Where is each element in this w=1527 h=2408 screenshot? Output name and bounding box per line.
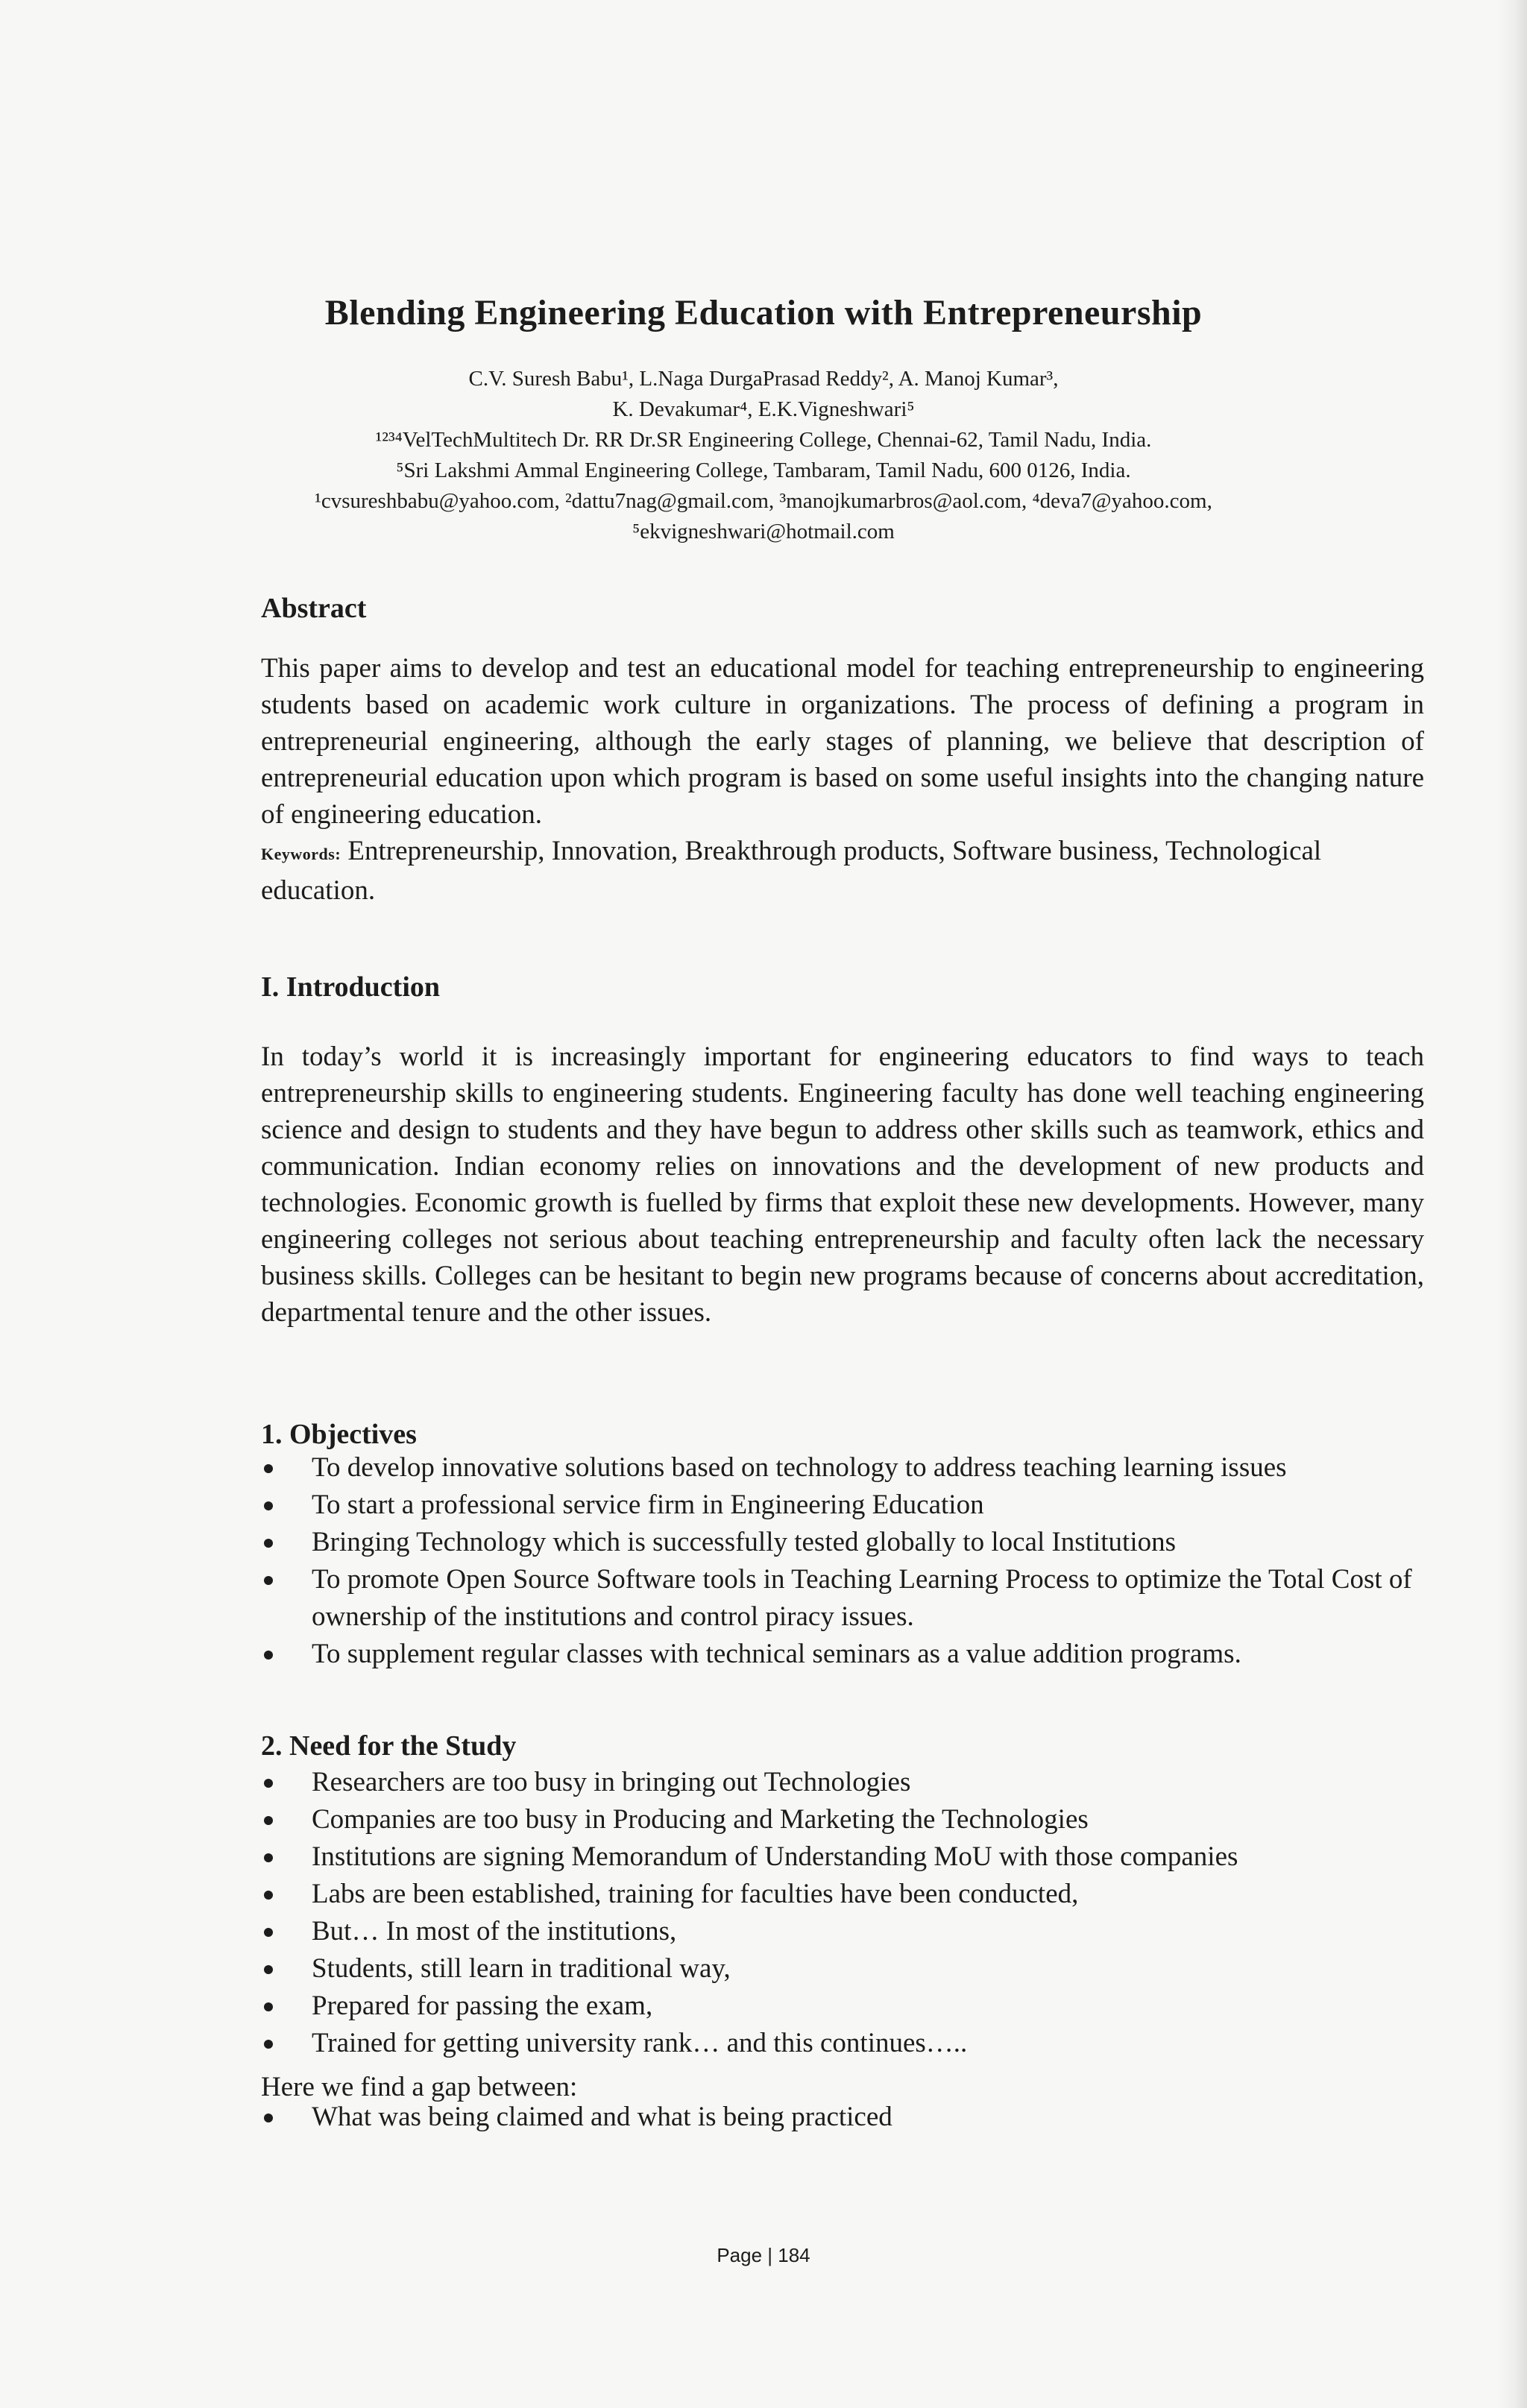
- bullet-icon: [264, 1576, 273, 1585]
- bullet-icon: [264, 2040, 273, 2049]
- need-item: Companies are too busy in Producing and Marketing the Technologies: [261, 1801, 1424, 1838]
- author-names-line-2: K. Devakumar⁴, E.K.Vigneshwari⁵: [612, 397, 915, 421]
- author-names-line-1: C.V. Suresh Babu¹, L.Naga DurgaPrasad Reddy², A. Manoj Kumar³,: [468, 367, 1059, 391]
- keywords-text: Entrepreneurship, Innovation, Breakthrough products, Software business, Technological education.: [261, 836, 1322, 906]
- objective-item: To promote Open Source Software tools in Teaching Learning Process to optimize the Total Cost of ownership of the institutions and control piracy issues.: [261, 1561, 1424, 1636]
- need-item: Institutions are signing Memorandum of Understanding MoU with those companies: [261, 1838, 1424, 1876]
- emails-line-1: ¹cvsureshbabu@yahoo.com, ²dattu7nag@gmail.com, ³manojkumarbros@aol.com, ⁴deva7@yahoo.com,: [315, 489, 1212, 513]
- need-list-container: [261, 1764, 1424, 2062]
- abstract-heading: Abstract: [261, 593, 367, 624]
- keywords-label: Keywords:: [261, 845, 341, 863]
- need-item: Prepared for passing the exam,: [261, 1988, 1424, 2025]
- gap-list-container: [261, 2099, 1424, 2136]
- abstract-section: [261, 650, 1424, 909]
- emails-line-2: ⁵ekvigneshwari@hotmail.com: [632, 520, 895, 543]
- affiliation-2: ⁵Sri Lakshmi Ammal Engineering College, Tambaram, Tamil Nadu, 600 0126, India.: [396, 458, 1131, 482]
- author-block: [0, 364, 1527, 547]
- need-item: Researchers are too busy in bringing out Technologies: [261, 1764, 1424, 1801]
- objective-item: To develop innovative solutions based on technology to address teaching learning issues: [261, 1449, 1424, 1487]
- introduction-heading: I. Introduction: [261, 971, 441, 1003]
- bullet-icon: [264, 1816, 273, 1825]
- bullet-icon: [264, 1928, 273, 1937]
- bullet-icon: [264, 1651, 273, 1660]
- affiliation-1: ¹²³⁴VelTechMultitech Dr. RR Dr.SR Engineering College, Chennai-62, Tamil Nadu, India.: [375, 428, 1152, 452]
- keywords-line: [261, 833, 1424, 909]
- page-edge-shadow: [1497, 0, 1527, 2408]
- need-item: But… In most of the institutions,: [261, 1913, 1424, 1950]
- objective-item: To start a professional service firm in Engineering Education: [261, 1487, 1424, 1524]
- need-list: [261, 1764, 1424, 2062]
- bullet-icon: [264, 2114, 273, 2122]
- need-item: Students, still learn in traditional way,: [261, 1950, 1424, 1988]
- objectives-heading: 1. Objectives: [261, 1419, 417, 1450]
- bullet-icon: [264, 1965, 273, 1974]
- objective-item: To supplement regular classes with technical seminars as a value addition programs.: [261, 1636, 1424, 1673]
- bullet-icon: [264, 1464, 273, 1473]
- objective-item: Bringing Technology which is successfully tested globally to local Institutions: [261, 1524, 1424, 1561]
- bullet-icon: [264, 2002, 273, 2011]
- need-for-study-heading: 2. Need for the Study: [261, 1730, 517, 1762]
- gap-item: What was being claimed and what is being practiced: [261, 2099, 1424, 2136]
- bullet-icon: [264, 1501, 273, 1510]
- need-item: Trained for getting university rank… and this continues…..: [261, 2025, 1424, 2062]
- abstract-text: This paper aims to develop and test an educational model for teaching entrepreneurship to engineering students based on academic work culture in organizations. The process of defining a program in entrepreneurial engineering, although the early stages of planning, we believe that description of entrepreneurial education upon which program is based on some useful insights into the changing nature of engineering education.: [261, 653, 1424, 830]
- page-number-footer: Page | 184: [717, 2244, 810, 2266]
- bullet-icon: [264, 1539, 273, 1548]
- introduction-text: In today’s world it is increasingly important for engineering educators to find ways to teach entrepreneurship skills to engineering students. Engineering faculty has done well teaching engineering science and design to students and they have begun to address other skills such as teamwork, ethics and communication. Indian economy relies on innovations and the development of new products and technologies. Economic growth is fuelled by firms that exploit these new developments. However, many engineering colleges not serious about teaching entrepreneurship and faculty often lack the necessary business skills. Colleges can be hesitant to begin new programs because of concerns about accreditation, departmental tenure and the other issues.: [261, 1041, 1424, 1328]
- objectives-list: [261, 1449, 1424, 1673]
- gap-intro-text: Here we find a gap between:: [261, 2072, 578, 2102]
- paper-title: Blending Engineering Education with Entrepreneurship: [324, 293, 1203, 332]
- gap-list: [261, 2099, 1424, 2136]
- objectives-list-container: [261, 1449, 1424, 1673]
- bullet-icon: [264, 1779, 273, 1788]
- bullet-icon: [264, 1891, 273, 1900]
- bullet-icon: [264, 1853, 273, 1862]
- need-item: Labs are been established, training for faculties have been conducted,: [261, 1876, 1424, 1913]
